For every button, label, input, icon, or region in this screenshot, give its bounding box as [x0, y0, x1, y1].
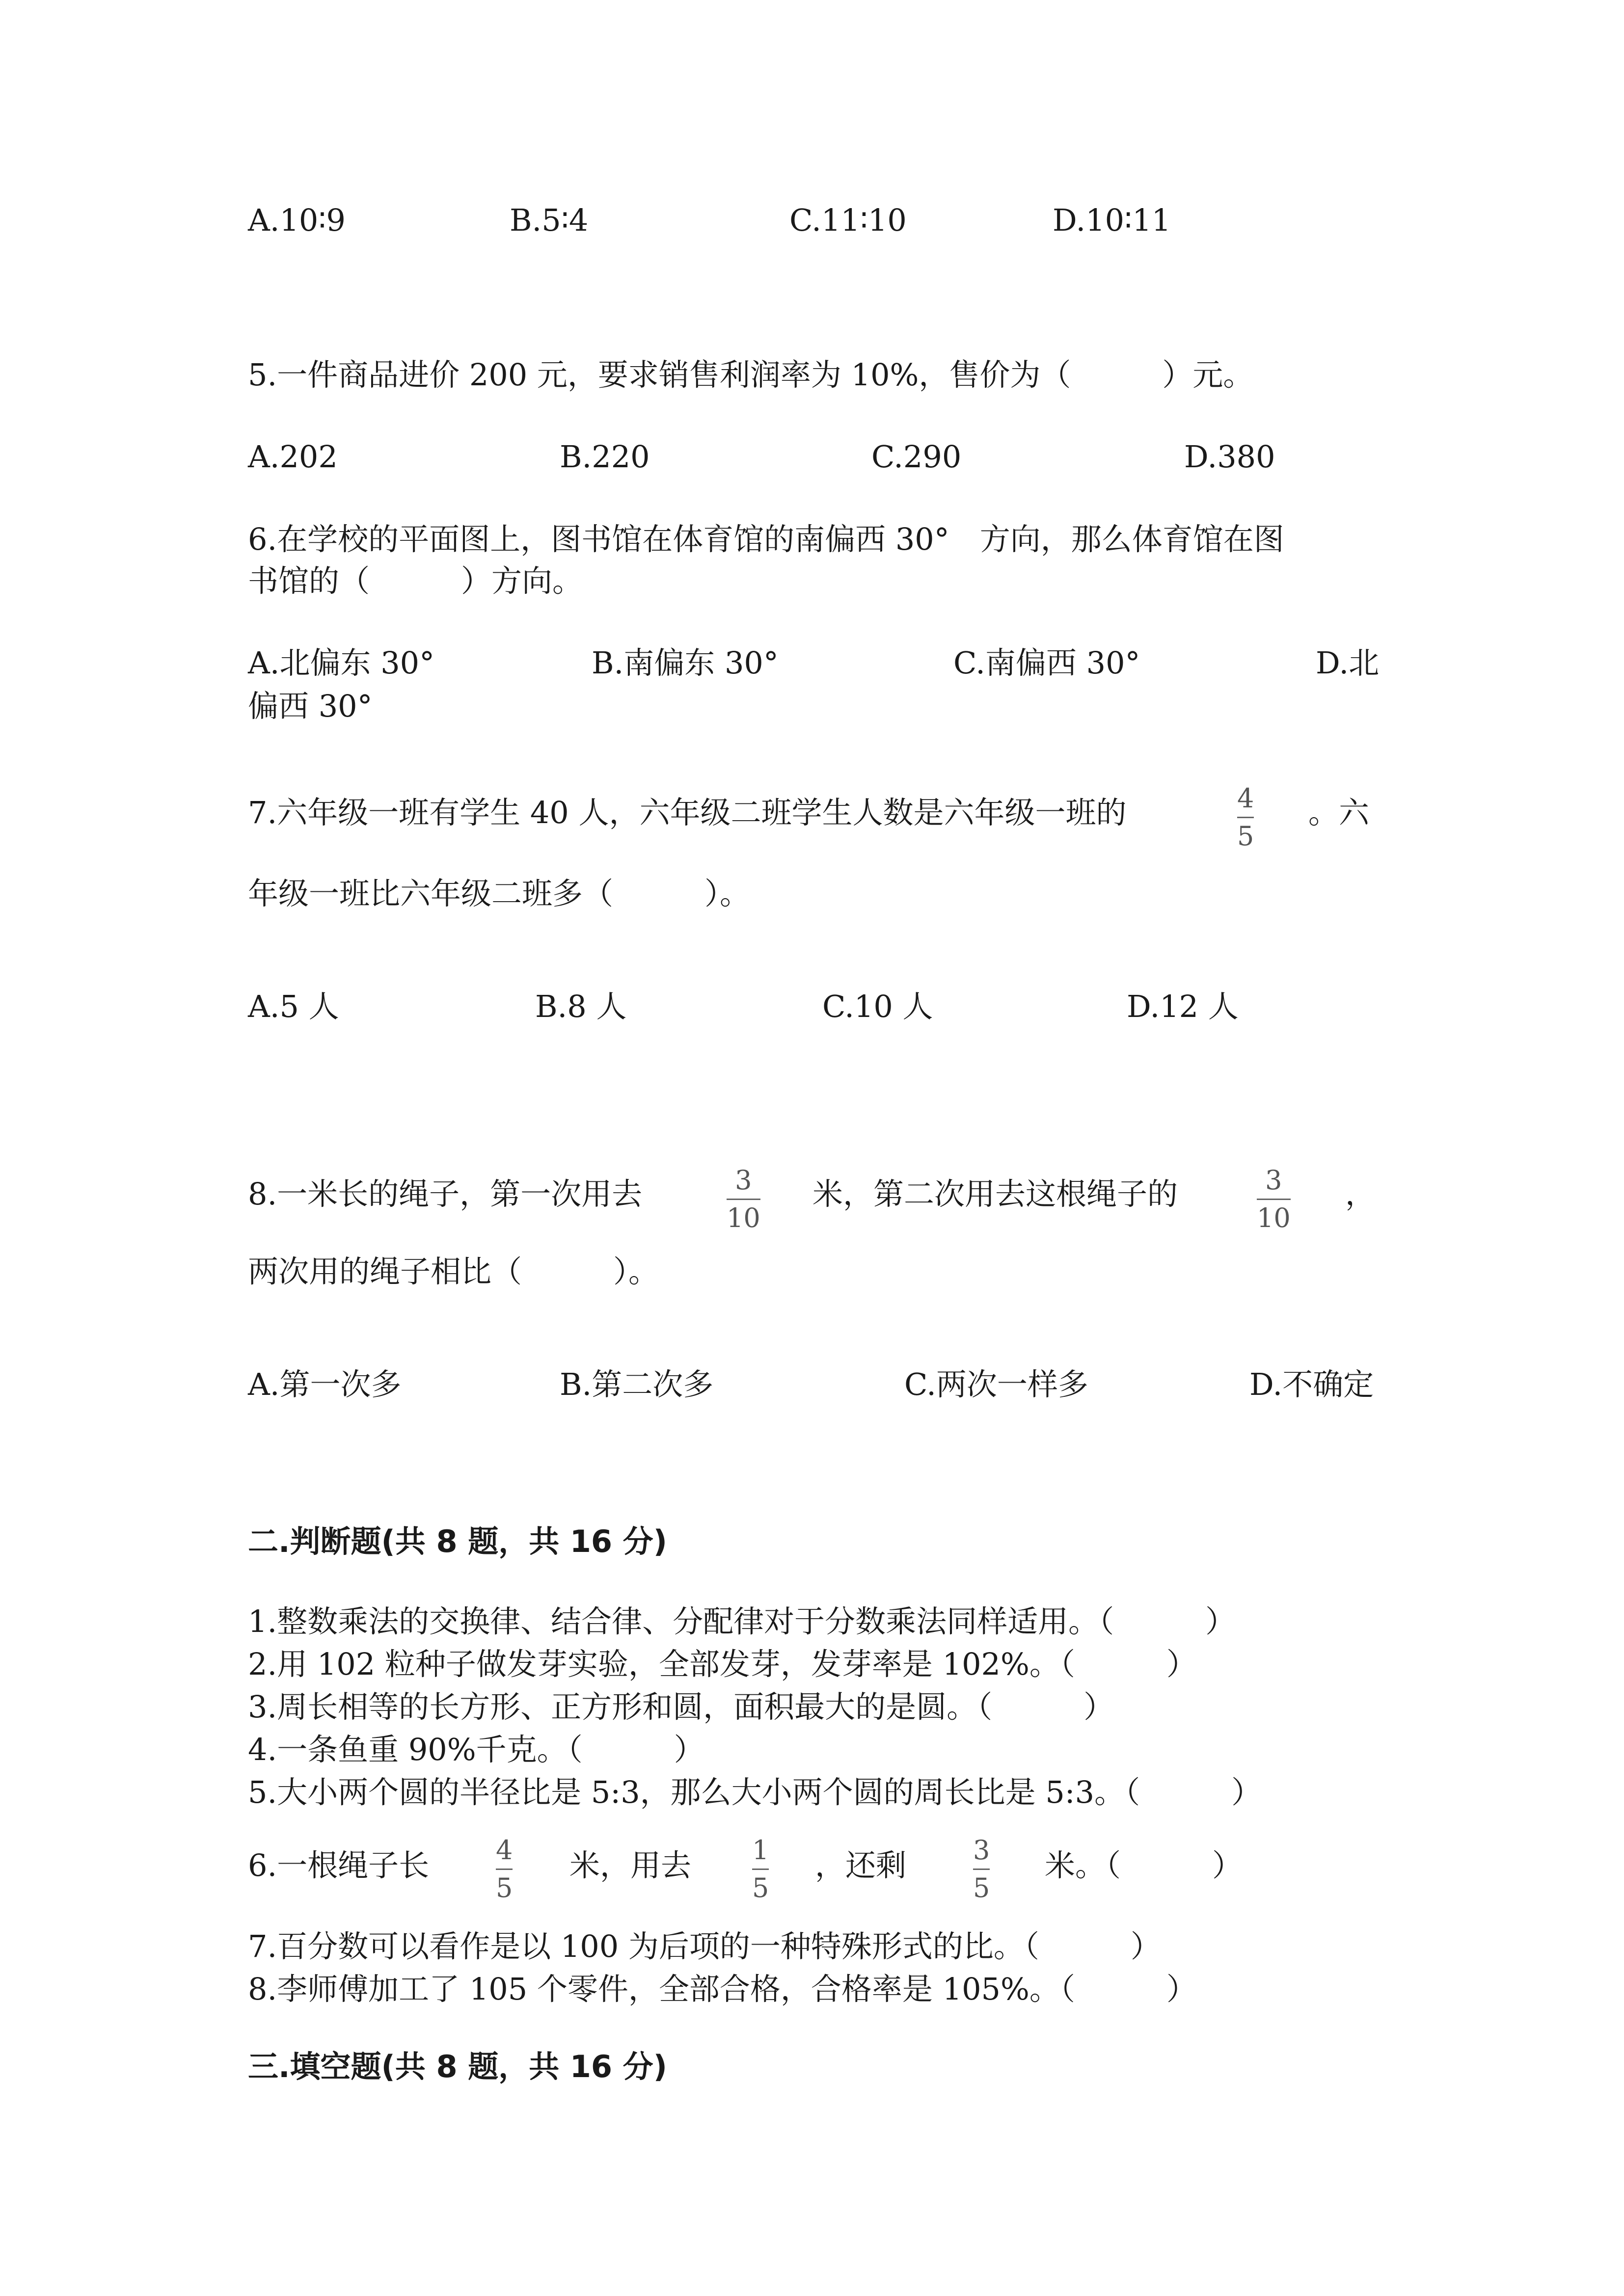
q6-stem-line1: 6.在学校的平面图上，图书馆在体育馆的南偏西 30° 方向，那么体育馆在图 — [248, 521, 1284, 557]
q8-option-c: C.两次一样多 — [904, 1366, 1088, 1402]
section2-item-6-part4: 米。（ ） — [1045, 1847, 1243, 1883]
q7-option-c: C.10 人 — [822, 988, 933, 1024]
q4-option-c: C.11∶10 — [789, 202, 907, 238]
fraction-denominator: 10 — [727, 1202, 760, 1233]
fraction-bar — [752, 1869, 769, 1870]
q5-option-a: A.202 — [248, 439, 338, 475]
q7-option-b: B.8 人 — [535, 988, 627, 1024]
section2-item-4: 4.一条鱼重 90%千克。（ ） — [248, 1732, 704, 1767]
section2-item-5: 5.大小两个圆的半径比是 5:3，那么大小两个圆的周长比是 5:3。（ ） — [248, 1774, 1262, 1810]
section2-item-6-fraction-3 — [973, 1837, 990, 1901]
q6-option-b: B.南偏东 30° — [592, 645, 779, 681]
q5-option-c: C.290 — [871, 439, 962, 475]
q7-stem-line1: 7.六年级一班有学生 40 人，六年级二班学生人数是六年级一班的 — [248, 795, 1127, 830]
section2-item-6-part1: 6.一根绳子长 — [248, 1847, 430, 1883]
q8-option-b: B.第二次多 — [560, 1366, 714, 1402]
fraction-numerator: 3 — [1265, 1165, 1282, 1196]
fraction-denominator: 10 — [1257, 1202, 1291, 1233]
fraction-bar — [973, 1869, 990, 1870]
q7-stem-line1-tail: 。六 — [1308, 795, 1370, 830]
fraction-bar — [1257, 1199, 1291, 1200]
section2-item-6-fraction-1 — [496, 1837, 513, 1901]
fraction-denominator: 5 — [973, 1872, 990, 1903]
q6-option-a: A.北偏东 30° — [248, 645, 435, 681]
fraction-denominator: 5 — [496, 1872, 513, 1903]
q4-option-b: B.5∶4 — [510, 202, 589, 238]
section2-item-3: 3.周长相等的长方形、正方形和圆，面积最大的是圆。（ ） — [248, 1689, 1114, 1725]
fraction-denominator: 5 — [1237, 821, 1254, 852]
q5-stem: 5.一件商品进价 200 元，要求销售利润率为 10%，售价为（ ）元。 — [248, 357, 1254, 393]
q8-stem-line2: 两次用的绳子相比（ ）。 — [248, 1254, 659, 1289]
fraction-numerator: 4 — [496, 1835, 513, 1866]
fraction-bar — [1237, 817, 1254, 818]
section2-heading: 二.判断题(共 8 题，共 16 分) — [248, 1523, 667, 1559]
fraction-numerator: 1 — [752, 1835, 769, 1866]
q8-fraction-1 — [727, 1167, 760, 1231]
section2-item-6-fraction-2 — [752, 1837, 769, 1901]
fraction-bar — [496, 1869, 513, 1870]
q7-option-d: D.12 人 — [1127, 988, 1239, 1024]
q8-option-d: D.不确定 — [1249, 1366, 1374, 1402]
fraction-bar — [727, 1199, 760, 1200]
section2-item-7: 7.百分数可以看作是以 100 为后项的一种特殊形式的比。（ ） — [248, 1928, 1161, 1964]
q6-option-d-wrap: 偏西 30° — [248, 688, 373, 724]
section2-item-6-part3: ，还剩 — [815, 1847, 907, 1883]
q8-stem-part2: 米，第二次用去这根绳子的 — [812, 1176, 1178, 1212]
fraction-numerator: 3 — [735, 1165, 752, 1196]
q5-option-d: D.380 — [1184, 439, 1275, 475]
q8-option-a: A.第一次多 — [248, 1366, 402, 1402]
q5-option-b: B.220 — [560, 439, 650, 475]
section2-item-1: 1.整数乘法的交换律、结合律、分配律对于分数乘法同样适用。（ ） — [248, 1603, 1236, 1639]
q6-option-d: D.北 — [1316, 645, 1380, 681]
q6-option-c: C.南偏西 30° — [953, 645, 1140, 681]
section2-item-2: 2.用 102 粒种子做发芽实验，全部发芽，发芽率是 102%。（ ） — [248, 1646, 1197, 1682]
q8-fraction-2 — [1257, 1167, 1291, 1231]
q8-stem-part1: 8.一米长的绳子，第一次用去 — [248, 1176, 643, 1212]
section3-heading: 三.填空题(共 8 题，共 16 分) — [248, 2049, 667, 2084]
q7-option-a: A.5 人 — [248, 988, 339, 1024]
section2-item-8: 8.李师傅加工了 105 个零件，全部合格，合格率是 105%。（ ） — [248, 1971, 1197, 2007]
fraction-denominator: 5 — [752, 1872, 769, 1903]
q7-stem-line2: 年级一班比六年级二班多（ ）。 — [248, 876, 751, 911]
fraction-numerator: 4 — [1237, 783, 1254, 814]
fraction-numerator: 3 — [973, 1835, 990, 1866]
q4-option-a: A.10∶9 — [248, 202, 346, 238]
q6-stem-line2: 书馆的（ ）方向。 — [248, 563, 583, 599]
section2-item-6-part2: 米，用去 — [569, 1847, 692, 1883]
q8-stem-part3: ， — [1345, 1176, 1376, 1212]
q7-fraction — [1237, 785, 1254, 850]
q4-option-d: D.10∶11 — [1053, 202, 1171, 238]
